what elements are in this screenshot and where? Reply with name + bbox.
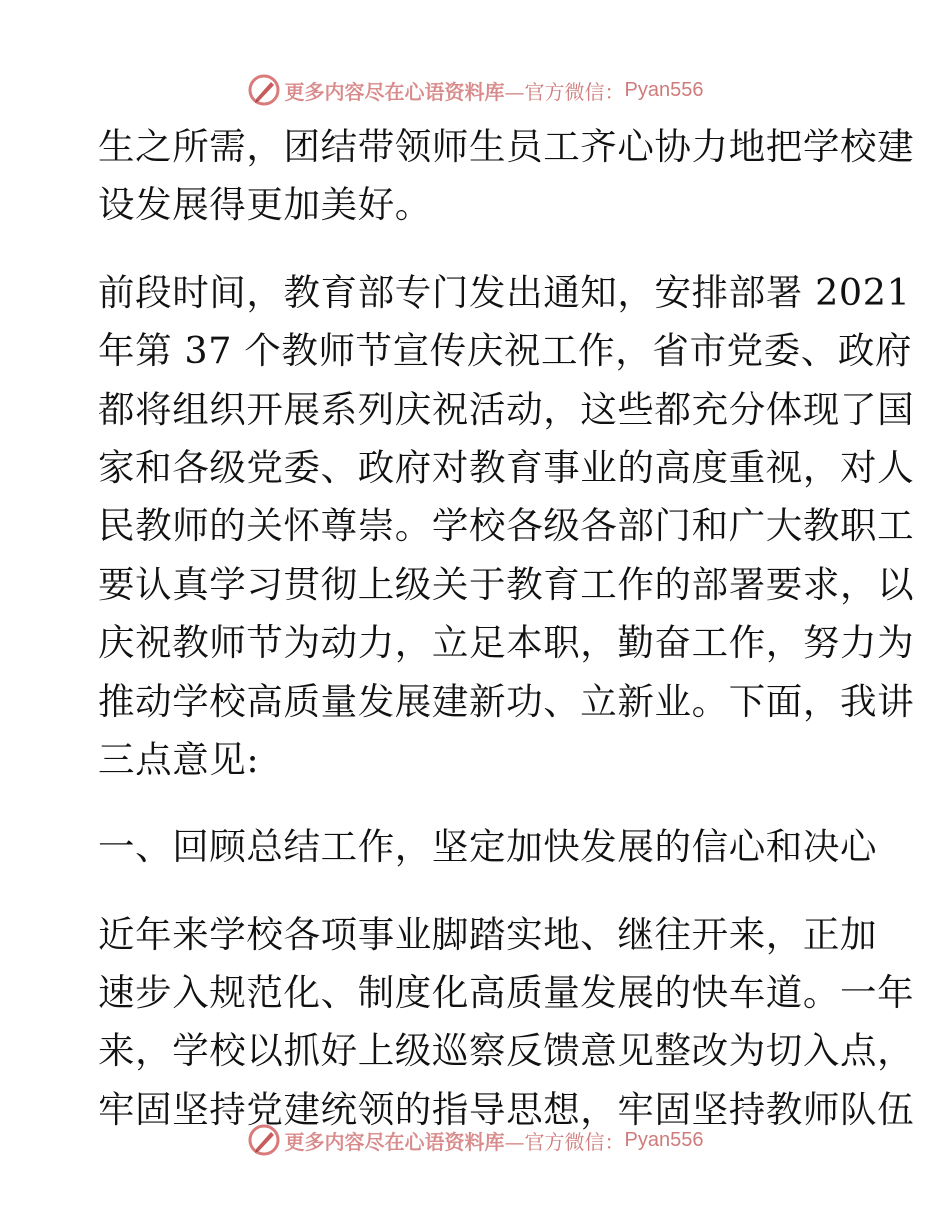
heading-line: 一、回顾总结工作，坚定加快发展的信心和决心 — [98, 825, 878, 869]
text-line: 要认真学习贯彻上级关于教育工作的部署要求，以 — [98, 562, 915, 606]
header-watermark — [0, 70, 950, 110]
text-line: 庆祝教师节为动力，立足本职，勤奋工作，努力为 — [98, 621, 915, 665]
text-line: 家和各级党委、政府对教育事业的高度重视，对人 — [98, 445, 915, 489]
document-body — [98, 118, 915, 1139]
paragraph-1 — [98, 118, 915, 235]
watermark-wechat-id: Pyan556 — [624, 78, 704, 101]
pen-logo-icon — [247, 73, 281, 107]
footer-watermark — [0, 1120, 950, 1160]
paragraph-3 — [98, 906, 915, 1140]
watermark-dash-label: —官方微信： — [504, 79, 625, 104]
text-line: 前段时间，教育部专门发出通知，安排部署 2021 — [98, 270, 911, 314]
watermark-brand: 更多内容尽在心语资料库 — [284, 1129, 505, 1154]
watermark-wechat-id: Pyan556 — [624, 1128, 704, 1151]
text-line: 来，学校以抓好上级巡察反馈意见整改为切入点， — [98, 1029, 915, 1073]
text-line: 推动学校高质量发展建新功、立新业。下面，我讲 — [98, 679, 915, 723]
pen-logo-icon — [247, 1123, 281, 1157]
text-line: 三点意见: — [98, 737, 260, 781]
section-heading — [98, 818, 878, 876]
text-line: 速步入规范化、制度化高质量发展的快车道。一年 — [98, 971, 915, 1015]
text-line: 设发展得更加美好。 — [98, 183, 432, 227]
text-line: 生之所需，团结带领师生员工齐心协力地把学校建 — [98, 125, 915, 168]
watermark-dash-label: —官方微信： — [504, 1129, 625, 1154]
text-line: 牢固坚持党建统领的指导思想，牢固坚持教师队伍 — [98, 1087, 915, 1131]
text-line: 都将组织开展系列庆祝活动，这些都充分体现了国 — [98, 387, 915, 431]
paragraph-2 — [98, 264, 915, 790]
text-line: 年第 37 个教师节宣传庆祝工作，省市党委、政府 — [98, 329, 913, 373]
text-line: 近年来学校各项事业脚踏实地、继往开来，正加 — [98, 912, 878, 956]
watermark-brand: 更多内容尽在心语资料库 — [284, 79, 505, 104]
text-line: 民教师的关怀尊崇。学校各级各部门和广大教职工 — [98, 504, 915, 548]
